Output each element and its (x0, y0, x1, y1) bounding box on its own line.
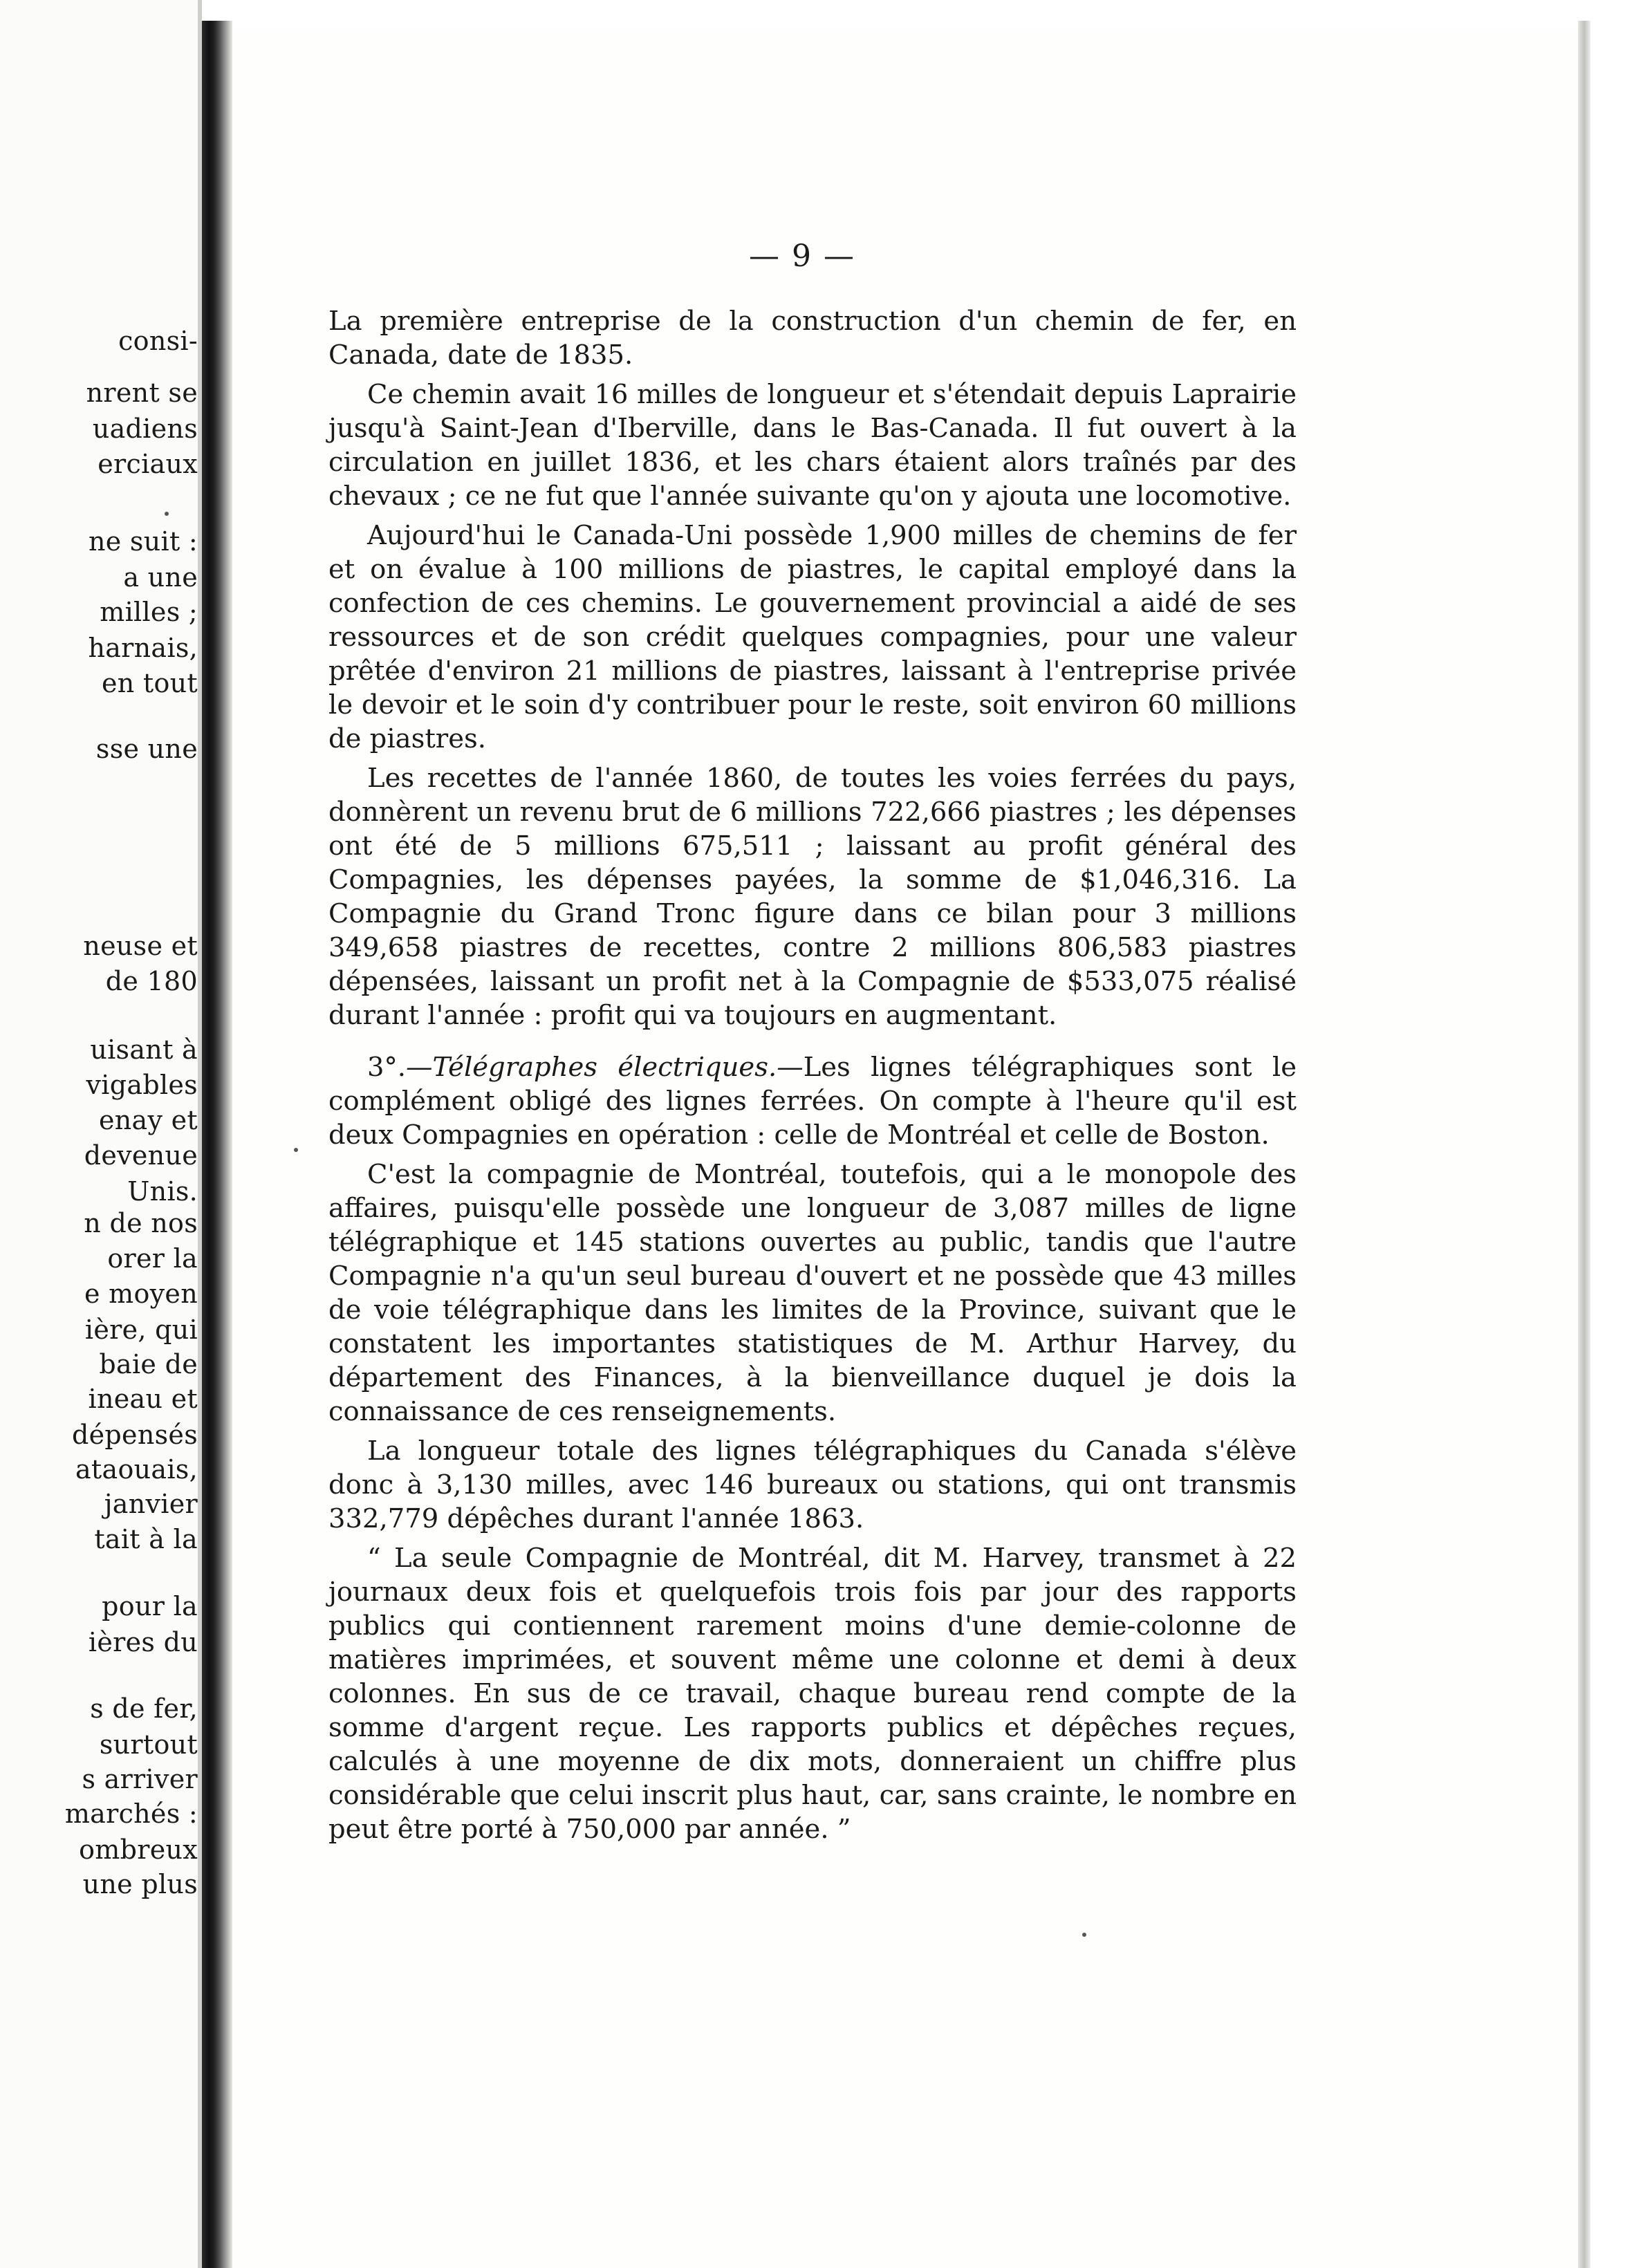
facing-page-line: uadiens (92, 413, 198, 444)
paragraph-2: Ce chemin avait 16 milles de longueur et s'étendait depuis Laprairie jusqu'à Saint-Jean d'Iberville, dans le Bas-Canada. Il fut ouvert à la circulation en juillet 1836, et les chars étaient alors traînés par des chevaux ; ce ne fut que l'année suivante qu'on y ajouta une locomotive. (328, 379, 1297, 512)
facing-page-left (0, 0, 202, 2268)
page-edge-right (1578, 21, 1590, 2268)
facing-page-line: uisant à (90, 1034, 198, 1065)
facing-page-line: surtout (99, 1729, 198, 1760)
facing-page-line: ineau et (88, 1384, 198, 1414)
facing-page-line: sse une (95, 734, 198, 764)
facing-page-line: s de fer, (90, 1693, 198, 1724)
facing-page-line: marchés : (64, 1798, 198, 1829)
facing-page-line: ataouais, (75, 1454, 198, 1485)
facing-page-line: tait à la (94, 1524, 198, 1554)
facing-page-line: a une (123, 562, 198, 593)
facing-page-line: n de nos (84, 1208, 198, 1238)
paragraph-8: “ La seule Compagnie de Montréal, dit M. Harvey, transmet à 22 journaux deux fois et quelquefois trois fois par jour des rapports publics qui contiennent rarement moins d'une demie-colonne de matières imprimées, et souvent même une colonne et demi à deux colonnes. En sus de ce travail, chaque bureau rend compte de la somme d'argent reçue. Les rapports publics et dépêches reçues, calculés à une moyenne de dix mots, donneraient un chiffre plus considérable que celui inscrit plus haut, car, sans crainte, le nombre en peut être porté à 750,000 par année. ” (328, 1543, 1297, 1845)
paper-speck (1082, 1933, 1086, 1937)
paragraph-6: C'est la compagnie de Montréal, toutefois, qui a le monopole des affaires, puisqu'elle possède une longueur de 3,087 milles de ligne télégraphique et 145 stations ouvertes au public, tandis que l'autre Compagnie n'a qu'un seul bureau d'ouvert et ne possède que 43 milles de voie télégraphique dans les limites de la Province, suivant que le constatent les importantes statistiques de M. Arthur Harvey, du département des Finances, à la bienveillance duquel je dois la connaissance de ces renseignements. (328, 1159, 1297, 1427)
facing-page-line: en tout (101, 668, 198, 698)
paragraph-3: Aujourd'hui le Canada-Uni possède 1,900 milles de chemins de fer et on évalue à 100 millions de piastres, le capital employé dans la confection de ces chemins. Le gouvernement provincial a aidé de ses ressources et de son crédit quelques compagnies, pour une valeur prêtée d'environ 21 millions de piastres, laissant à l'entreprise privée le devoir et le soin d'y contribuer pour le reste, soit environ 60 millions de piastres. (328, 520, 1297, 754)
page-number: — 9 — (749, 239, 855, 274)
facing-page-line: neuse et (83, 931, 198, 961)
facing-page-line: e moyen (84, 1279, 198, 1309)
facing-page-line: enay et (98, 1105, 198, 1135)
facing-page-line: vigables (86, 1070, 198, 1100)
facing-page-line: devenue (84, 1140, 198, 1171)
facing-page-line: dépensés (72, 1420, 198, 1450)
facing-page-line: pour la (102, 1591, 198, 1621)
facing-page-line: milles ; (100, 597, 198, 627)
paragraph-5 (328, 1050, 1297, 1152)
facing-page-line: une plus (82, 1869, 198, 1899)
facing-page-line: ombreux (79, 1834, 198, 1865)
facing-page-line: ières du (88, 1627, 198, 1657)
section-number: 3°. (367, 1052, 406, 1083)
paper-speck (294, 1148, 298, 1152)
facing-page-line: orer la (107, 1243, 198, 1274)
facing-page-line: erciaux (98, 449, 198, 479)
facing-page-line: Unis. (127, 1176, 198, 1207)
facing-page-line: baie de (99, 1349, 198, 1379)
facing-page-line: janvier (104, 1489, 198, 1519)
outer-margin (1590, 0, 1643, 2268)
paragraph-4: Les recettes de l'année 1860, de toutes les voies ferrées du pays, donnèrent un revenu brut de 6 millions 722,666 piastres ; les dépenses ont été de 5 millions 675,511 ; laissant au profit général des Compagnies, les dépenses payées, la somme de $1,046,316. La Compagnie du Grand Tronc figure dans ce bilan pour 3 millions 349,658 piastres de recettes, contre 2 millions 806,583 piastres dépensées, laissant un profit net à la Compagnie de $533,075 réalisé durant l'année : profit qui va toujours en augmentant. (328, 763, 1297, 1031)
facing-page-line: de 180 (105, 966, 198, 996)
facing-page-line: ière, qui (84, 1314, 198, 1345)
paper-speck (165, 512, 169, 516)
facing-page-line: ne suit : (88, 526, 198, 557)
paragraph-1: La première entreprise de la construction d'un chemin de fer, en Canada, date de 1835. (328, 306, 1297, 371)
book-gutter (202, 21, 232, 2268)
section-text: Les lignes télégraphiques sont le complément obligé des lignes ferrées. On compte à l'heure qu'il est deux Compagnies en opération : celle de Montréal et celle de Boston. (328, 1052, 1297, 1151)
top-margin (202, 0, 1643, 24)
section-title: —Télégraphes électriques.— (405, 1052, 804, 1083)
facing-page-line: consi- (118, 326, 198, 356)
paragraph-7: La longueur totale des lignes télégraphiques du Canada s'élève donc à 3,130 milles, avec 146 bureaux ou stations, qui ont transmis 332,779 dépêches durant l'année 1863. (328, 1435, 1297, 1534)
facing-page-line: s arriver (82, 1764, 198, 1794)
facing-page-line: harnais, (88, 633, 198, 663)
body-text (328, 304, 1297, 1852)
facing-page-line: nrent se (86, 378, 198, 408)
